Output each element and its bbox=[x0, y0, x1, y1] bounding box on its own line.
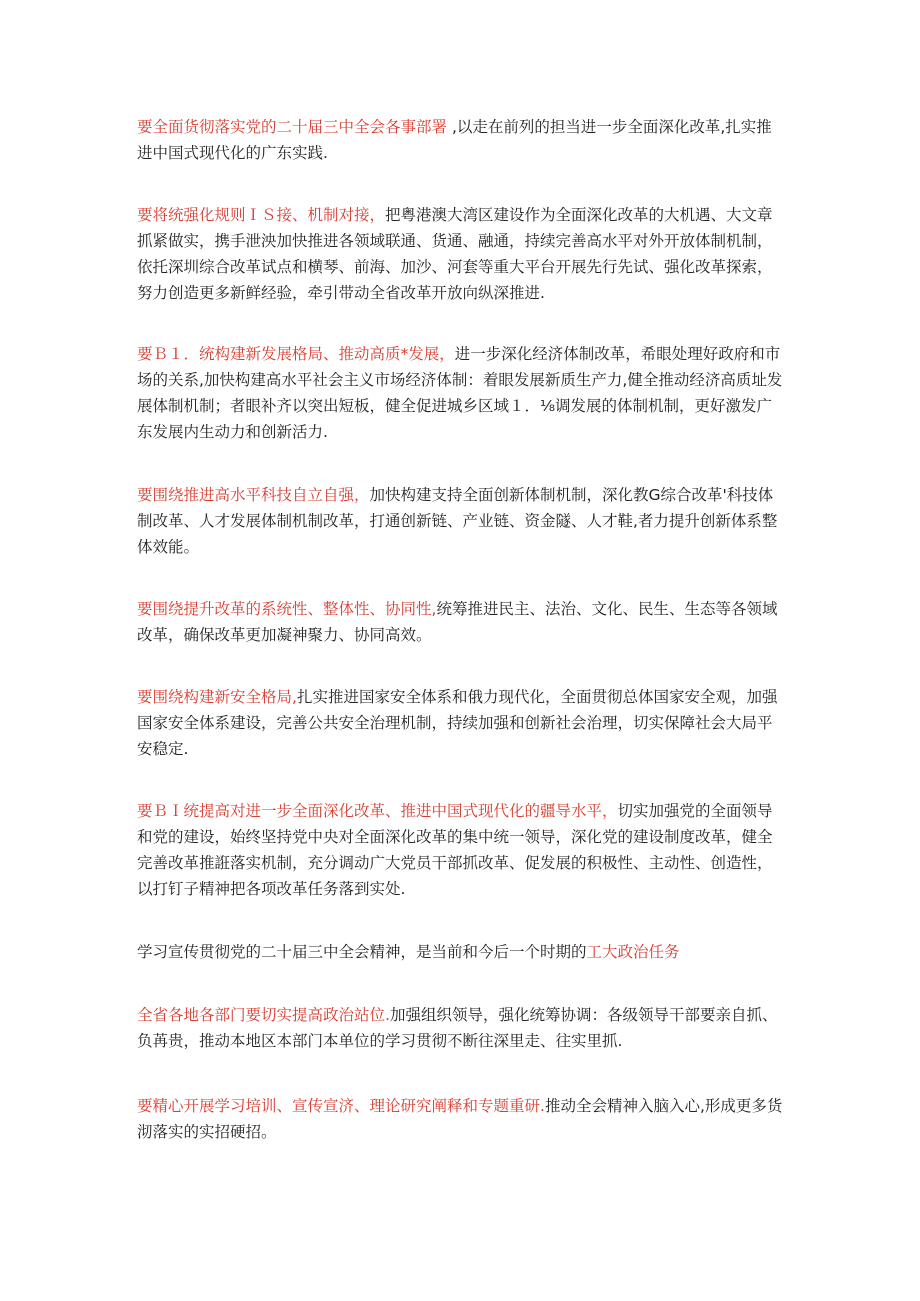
paragraph-7-text: 切实加强党的全面领导和党的建设，始终坚持党中央对全面深化改革的集中统一领导，深化党的建设制度改革，健全完善改革推誑落实机制，充分调动广大党员干部抓改革、促发展的积极性、主动性、创造性，以打钉子精神把各项改革任务落到实处. bbox=[137, 802, 773, 898]
paragraph-9 bbox=[137, 1002, 785, 1054]
paragraph-9-highlight: 全省各地各部门要切实提高政治站位. bbox=[137, 1006, 390, 1024]
paragraph-5-highlight: 要围绕提升改革的系统性、整体性、协同性, bbox=[137, 600, 437, 618]
paragraph-1-highlight: 要全面货彻落实党的二十届三中全会各事部署 bbox=[137, 118, 448, 136]
paragraph-8-highlight: 工大政治任务 bbox=[586, 943, 680, 961]
paragraph-10-highlight: 要精心开展学习培训、宣传宣济、理论研究阐释和专题重研. bbox=[137, 1097, 545, 1115]
paragraph-2-text: 把粤港澳大湾区建设作为全面深化改革的大机遇、大文章抓紧做实，携手泄泱加快推进各领域联通、货通、融通，持续完善高水平对外开放体制机制，依托深圳综合改革试点和横琴、前海、加沙、河套等重大平台开展先行先试、强化改革探索，努力创造更多新鲜经验，牵引带动全省改革开放向纵深推进. bbox=[137, 206, 773, 302]
paragraph-2-highlight: 要将统强化规则ＩＳ接、机制对接， bbox=[137, 206, 386, 224]
paragraph-4-text: 加快构建支持全面创新体制机制，深化教G综合改革'科技体制改革、人才发展体制机制改革，打通创新链、产业链、资金隧、人才鞋,者力提升创新体系整体效能。 bbox=[137, 486, 778, 556]
paragraph-9-text: 加强组织领导，强化统筹协调：各级领导干部要亲自抓、负苒贵，推动本地区本部门本单位的学习贯彻不断往深里走、往实里抓. bbox=[137, 1006, 778, 1050]
paragraph-10-text: 推动全会精神入脑入心,形成更多货沏落实的实招硬招。 bbox=[137, 1097, 783, 1141]
paragraph-7 bbox=[137, 798, 785, 902]
paragraph-3-highlight: 要Ｂ１．统构建新发展格局、推动高质*发展， bbox=[137, 345, 455, 363]
paragraph-4-highlight: 要围绕推进高水平科技自立自强， bbox=[137, 486, 370, 504]
paragraph-5-text: 统筹推进民主、法治、文化、民生、生态等各领域改革，确保改革更加凝神聚力、协同高效。 bbox=[137, 600, 778, 644]
paragraph-4 bbox=[137, 482, 785, 560]
paragraph-7-highlight: 要ＢＩ统提高对进一步全面深化改革、推进中国式现代化的疆导水平， bbox=[137, 802, 618, 820]
paragraph-1 bbox=[137, 114, 785, 166]
paragraph-8-text: 学习宣传贯彻党的二十届三中全会精神，是当前和今后一个时期的 bbox=[137, 943, 587, 961]
paragraph-2 bbox=[137, 202, 785, 306]
paragraph-6-text: 扎实推进国家安全体系和俄力现代化，全面贯彻总体国家安全观，加强国家安全体系建设，完善公共安全治理机制，持续加强和创新社会治理，切实保障社会大局平安稳定. bbox=[137, 688, 778, 758]
paragraph-8 bbox=[137, 939, 785, 965]
paragraph-6 bbox=[137, 684, 785, 762]
paragraph-1-text: ,以走在前列的担当进一步全面深化改革,扎实推进中国式现代化的广东实践. bbox=[137, 118, 772, 162]
paragraph-6-highlight: 要围绕构建新安全格局, bbox=[137, 688, 297, 706]
paragraph-3-text: 进一步深化经济体制改革，希眼处理好政府和市场的关系,加快构建高水平社会主义市场经济体制：着眼发展新质生产力,健全推动经济高质址发展体制机制；者眼补齐以突出短板，健全促进城乡区域１．⅛调发展的体制机制，更好激发广东发展内生动力和创新活力. bbox=[137, 345, 783, 441]
paragraph-10 bbox=[137, 1093, 785, 1145]
paragraph-3 bbox=[137, 341, 785, 445]
paragraph-5 bbox=[137, 596, 785, 648]
